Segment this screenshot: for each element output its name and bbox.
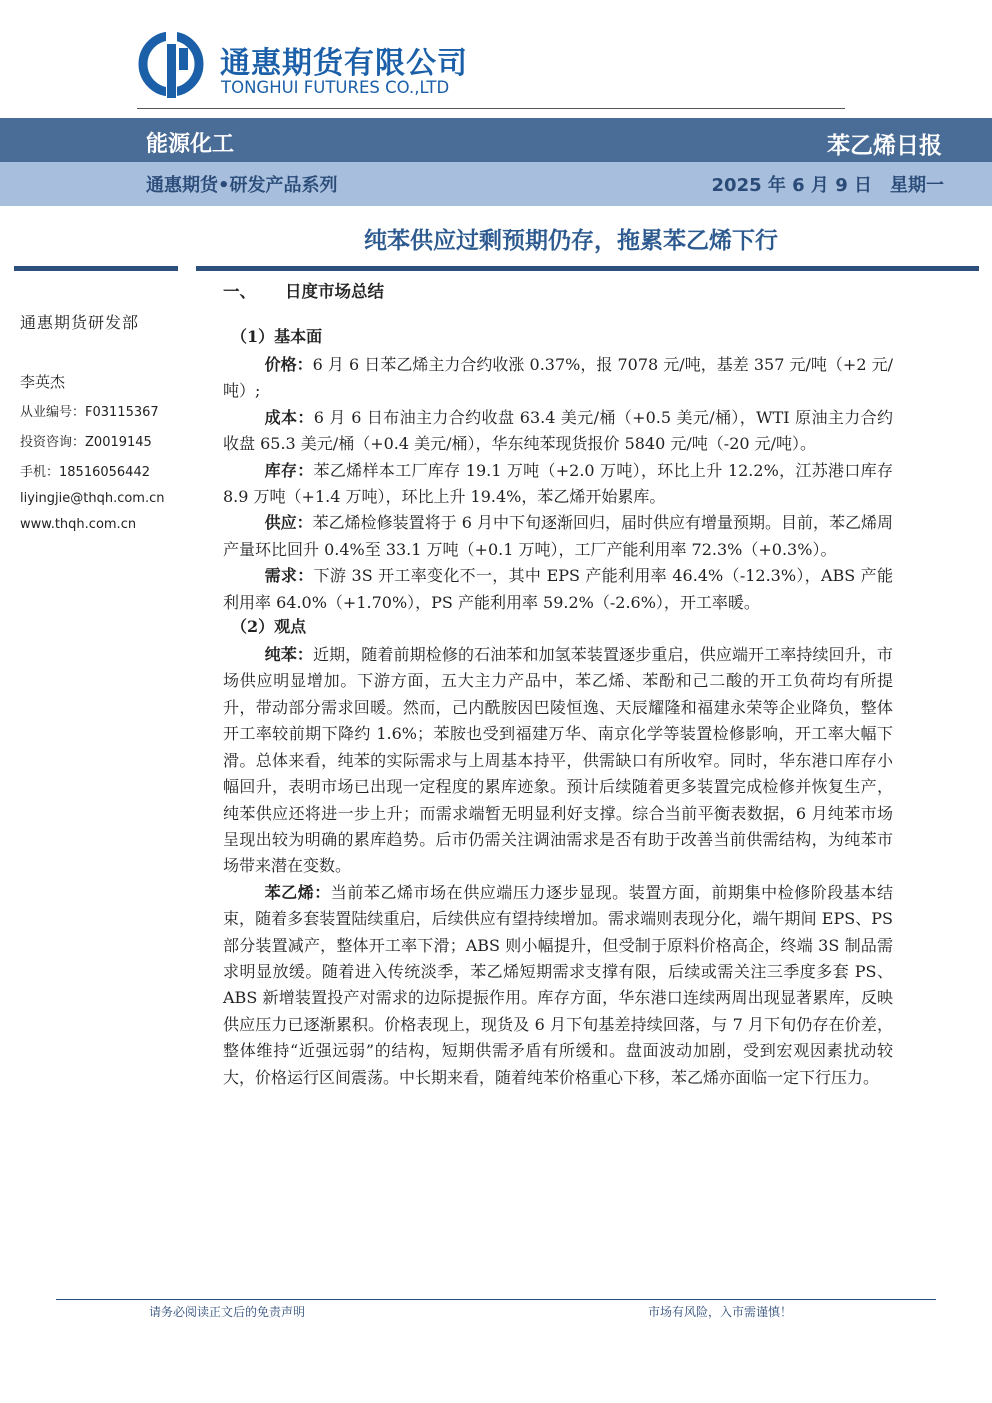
header-divider (137, 108, 845, 109)
main-content (223, 278, 893, 1091)
benzene-paragraph (223, 642, 893, 880)
email-link[interactable]: liyingjie@thqh.com.cn (20, 491, 165, 506)
advisory-label: 投资咨询： (20, 435, 86, 450)
advisory-row (20, 431, 190, 450)
benzene-text: 近期，随着前期检修的石油苯和加氢苯装置逐步重启，供应端开工率持续回升，市场供应明显增加。下游方面，五大主力产品中，苯乙烯、苯酚和己二酸的开工负荷均有所提升，带动部分需求回暖。然而，己内酰胺因巴陵恒逸、天辰耀隆和福建永荣等企业降负，整体开工率较前期下降约 1.6%；苯胺也受到福建万华、南京化学等装置检修影响，开工率大幅下滑。总体来看，纯苯的实际需求与上周基本持平，供需缺口有所收窄。同时，华东港口库存小幅回升，表明市场已出现一定程度的累库迹象。预计后续随着更多装置完成检修并恢复生产，纯苯供应还将进一步上升；而需求端暂无明显利好支撑。综合当前平衡表数据，6 月纯苯市场呈现出较为明确的累库趋势。后市仍需关注调油需求是否有助于改善当前供需结构，为纯苯市场带来潜在变数。 (223, 645, 893, 876)
styrene-text: 当前苯乙烯市场在供应端压力逐步显现。装置方面，前期集中检修阶段基本结束，随着多套装置陆续重启，后续供应有望持续增加。需求端则表现分化，端午期间 EPS、PS 部分装置减产，整体开工率下滑；ABS 则小幅提升，但受制于原料价格高企，终端 3S 制品需求明显放缓。随着进入传统淡季，苯乙烯短期需求支撑有限，后续或需关注三季度多套 PS、ABS 新增装置投产对需求的边际提振作用。库存方面，华东港口连续两周出现显著累库，反映供应压力已逐渐累积。价格表现上，现货及 6 月下旬基差持续回落，与 7 月下旬仍存在价差，整体维持“近强远弱”的结构，短期供需矛盾有所缓和。盘面波动加剧，受到宏观因素扰动较大，价格运行区间震荡。中长期来看，随着纯苯价格重心下移，苯乙烯亦面临一定下行压力。 (223, 882, 893, 1087)
phone-row (20, 461, 190, 480)
series-label: 通惠期货•研发产品系列 (146, 175, 338, 196)
views-heading: （2）观点 (231, 617, 307, 637)
license-row (20, 401, 190, 420)
footer-divider (56, 1299, 936, 1300)
report-name: 苯乙烯日报 (827, 133, 942, 159)
disclaimer-note: 请务必阅读正文后的免责声明 (149, 1305, 306, 1319)
sidebar-rule (14, 266, 178, 271)
tonghui-logo-icon (137, 30, 205, 98)
report-headline: 纯苯供应过剩预期仍存，拖累苯乙烯下行 (364, 228, 778, 254)
advisory-value: Z0019145 (85, 435, 152, 450)
price-label: 价格： (264, 355, 313, 374)
supply-label: 供应： (264, 513, 313, 533)
demand-paragraph (223, 563, 893, 616)
inventory-paragraph (223, 458, 893, 511)
supply-text: 苯乙烯检修装置将于 6 月中下旬逐渐回归，届时供应有增量预期。目前，苯乙烯周产量环比回升 0.4%至 33.1 万吨（+0.1 万吨），工厂产能利用率 72.3%（+0.3%）。 (223, 513, 893, 559)
phone-value: 18516056442 (59, 465, 150, 480)
section-number: 一、 (223, 282, 256, 301)
content-rule (196, 266, 979, 271)
inventory-label: 库存： (264, 460, 314, 480)
styrene-paragraph (223, 880, 893, 1091)
section-title: 日度市场总结 (285, 282, 384, 301)
research-dept: 通惠期货研发部 (20, 313, 140, 332)
cost-label: 成本： (264, 407, 314, 427)
phone-label: 手机： (20, 465, 60, 480)
inventory-text: 苯乙烯样本工厂库存 19.1 万吨（+2.0 万吨），环比上升 12.2%，江苏港口库存 8.9 万吨（+1.4 万吨），环比上升 19.4%，苯乙烯开始累库。 (223, 460, 893, 507)
price-paragraph (223, 352, 893, 405)
company-name-en: TONGHUI FUTURES CO.,LTD (221, 78, 450, 97)
banner-bottom (0, 162, 992, 206)
license-label: 从业编号： (20, 405, 86, 420)
sector-label: 能源化工 (146, 132, 235, 157)
demand-text: 下游 3S 开工率变化不一，其中 EPS 产能利用率 46.4%（-12.3%），ABS 产能利用率 64.0%（+1.70%），PS 产能利用率 59.2%（-2.6%），开工率暖。 (223, 566, 893, 612)
benzene-label: 纯苯： (264, 645, 313, 665)
author-sidebar (20, 310, 190, 543)
banner-top (0, 118, 992, 162)
cost-text: 6 月 6 日布油主力合约收盘 63.4 美元/桶（+0.5 美元/桶），WTI 原油主力合约收盘 65.3 美元/桶（+0.4 美元/桶），华东纯苯现货报价 5840 元/吨（-20 元/吨）。 (223, 407, 893, 454)
fundamentals-heading: （1）基本面 (231, 327, 323, 346)
cost-paragraph (223, 405, 893, 458)
price-text: 6 月 6 日苯乙烯主力合约收涨 0.37%，报 7078 元/吨，基差 357 元/吨（+2 元/吨）; (223, 355, 893, 401)
report-date: 2025 年 6 月 9 日 星期一 (711, 175, 944, 196)
author-name: 李英杰 (20, 373, 66, 391)
styrene-label: 苯乙烯： (264, 882, 331, 902)
demand-label: 需求： (264, 566, 314, 586)
company-name-cn: 通惠期货有限公司 (220, 46, 468, 81)
supply-paragraph (223, 510, 893, 563)
section-heading (223, 278, 893, 302)
license-value: F03115367 (85, 405, 159, 420)
website-link[interactable]: www.thqh.com.cn (20, 517, 137, 532)
risk-warning: 市场有风险，入市需谨慎！ (648, 1305, 793, 1319)
